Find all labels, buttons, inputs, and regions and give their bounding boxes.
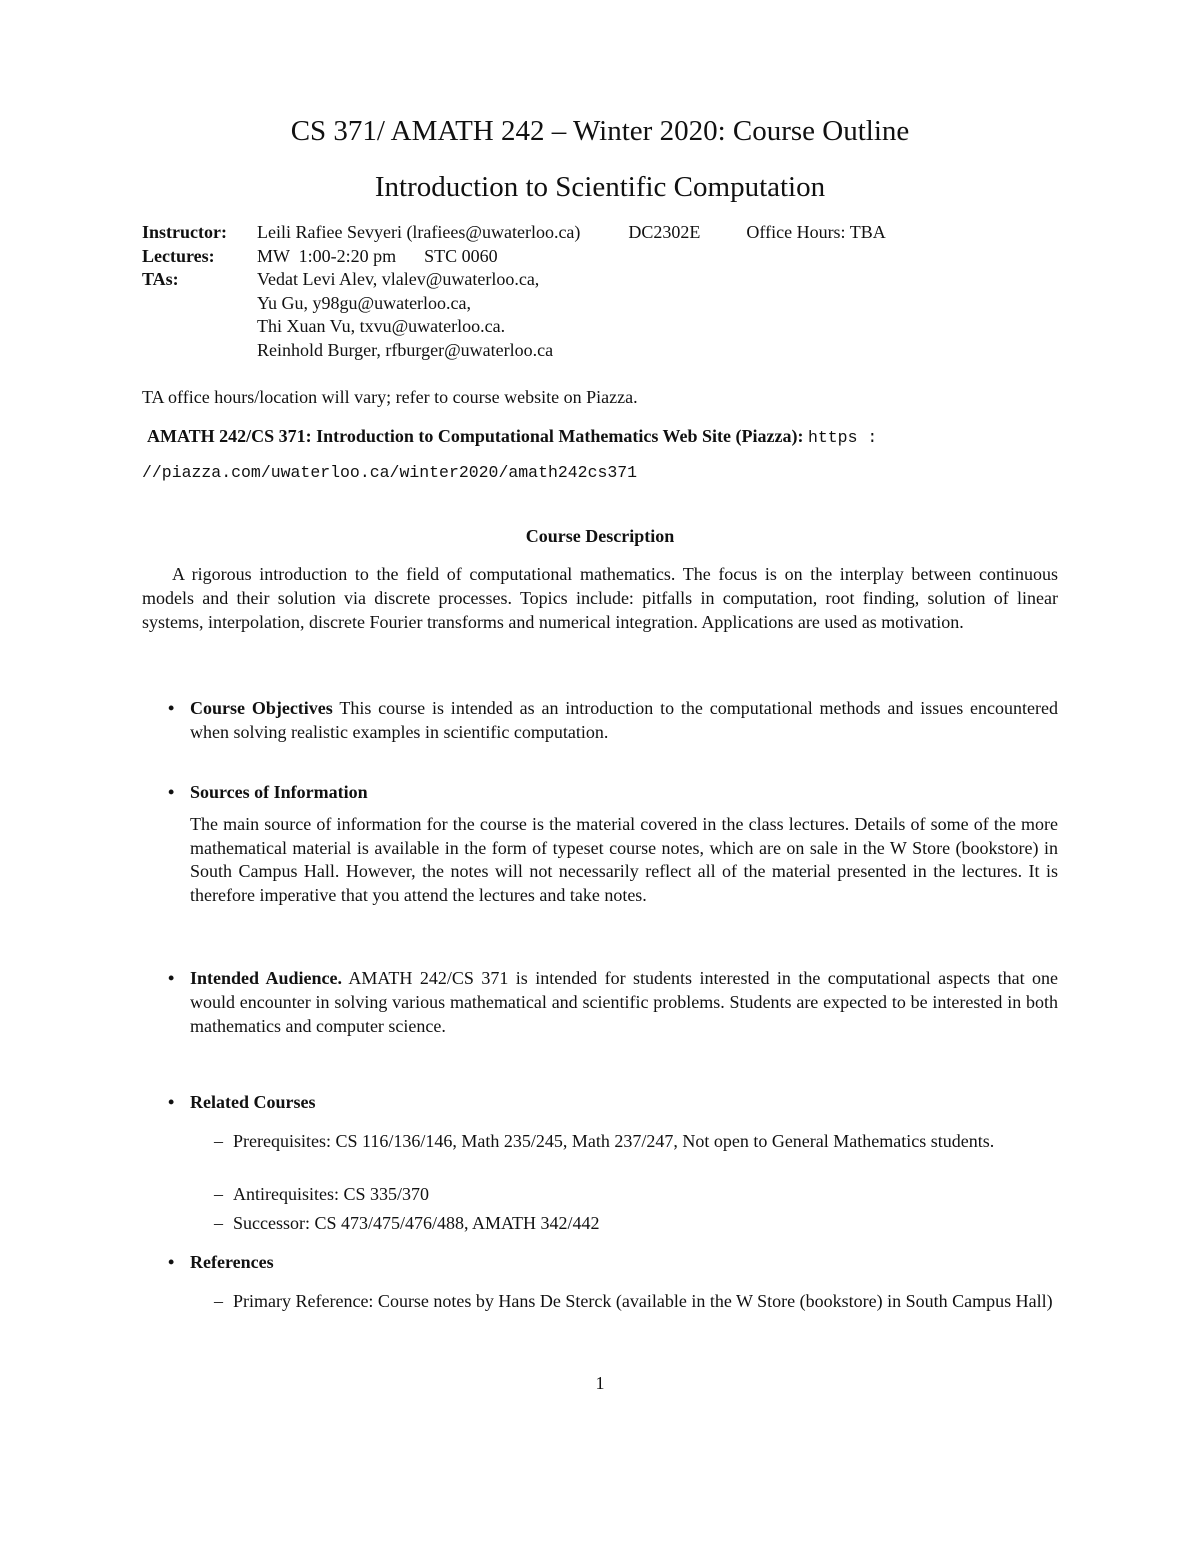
prerequisites-item <box>214 1130 1059 1154</box>
bullet-symbol: • <box>168 1092 175 1112</box>
website-line <box>147 424 877 450</box>
sources-label: Sources of Information <box>190 782 368 802</box>
ta-entry: Yu Gu, y98gu@uwaterloo.ca, <box>257 292 472 313</box>
tas-row <box>142 268 886 292</box>
references-bullet <box>168 1251 1058 1275</box>
website-link[interactable]: //piazza.com/uwaterloo.ca/winter2020/amath242cs371 <box>142 463 638 482</box>
ta-entry: Thi Xuan Vu, txvu@uwaterloo.ca. <box>257 316 506 337</box>
page-title: CS 371/ AMATH 242 – Winter 2020: Course Outline <box>290 115 910 147</box>
related-courses-bullet <box>168 1091 1058 1115</box>
related-courses-label: Related Courses <box>190 1092 316 1112</box>
ta-entry: Reinhold Burger, rfburger@uwaterloo.ca <box>257 339 554 360</box>
dash-symbol: – <box>214 1131 223 1151</box>
ta-office-note: TA office hours/location will vary; refer to course website on Piazza. <box>142 387 638 407</box>
primary-reference-text: Primary Reference: Course notes by Hans De Sterck (available in the W Store (bookstore) in South Campus Hall) <box>233 1291 1053 1311</box>
dash-symbol: – <box>214 1213 223 1233</box>
lectures-row <box>142 245 886 269</box>
instructor-value: Leili Rafiee Sevyeri (lrafiees@uwaterloo.ca) <box>257 222 581 242</box>
antirequisites-item <box>214 1183 1059 1207</box>
lectures-room: STC 0060 <box>424 245 498 266</box>
page-number: 1 <box>595 1373 605 1393</box>
tas-row <box>142 339 886 363</box>
successor-item <box>214 1212 1059 1236</box>
course-description-heading: Course Description <box>525 526 675 546</box>
bullet-symbol: • <box>168 1252 175 1272</box>
sources-text: The main source of information for the course is the material covered in the class lectures. Details of some of the more mathematical material is available in the form of typeset course notes, which are on sale in the W Store (bookstore) in South Campus Hall. However, the notes will not necessarily reflect all of the material presented in the lectures. It is therefore imperative that you attend the lectures and take notes. <box>190 813 1058 906</box>
bullet-symbol: • <box>168 968 175 988</box>
lectures-label: Lectures: <box>142 245 215 266</box>
ta-entry: Vedat Levi Alev, vlalev@uwaterloo.ca, <box>257 269 540 290</box>
page-subtitle: Introduction to Scientific Computation <box>374 171 826 203</box>
instructor-label: Instructor: <box>142 222 227 242</box>
objectives-bullet <box>168 697 1058 745</box>
tas-row <box>142 315 886 339</box>
course-description-text: A rigorous introduction to the field of computational mathematics. The focus is on the interplay between continuous models and their solution via discrete processes. Topics include: pitfalls in computation, root finding, solution of linear systems, interpolation, discrete Fourier transforms and numerical integration. Applications are used as motivation. <box>142 564 1058 632</box>
audience-label: Intended Audience. <box>190 968 342 988</box>
website-label: AMATH 242/CS 371: Introduction to Computational Mathematics Web Site (Piazza): <box>147 426 804 446</box>
objectives-text: This course is intended as an introduction to the computational methods and issues encountered when solving realistic examples in scientific computation. <box>190 698 1059 742</box>
tas-row <box>142 292 886 316</box>
audience-bullet <box>168 967 1058 1038</box>
website-line-continued <box>142 459 637 485</box>
bullet-symbol: • <box>168 782 175 802</box>
prerequisites-text: Prerequisites: CS 116/136/146, Math 235/245, Math 237/247, Not open to General Mathematics students. <box>233 1131 995 1151</box>
sources-bullet <box>168 781 1058 908</box>
instructor-hours: Office Hours: TBA <box>746 222 886 242</box>
instructor-office: DC2302E <box>628 222 701 242</box>
instructor-row <box>142 221 886 245</box>
successor-text: Successor: CS 473/475/476/488, AMATH 342/442 <box>233 1213 600 1233</box>
dash-symbol: – <box>214 1184 223 1204</box>
objectives-label: Course Objectives <box>190 698 333 718</box>
bullet-symbol: • <box>168 698 175 718</box>
primary-reference-item <box>214 1290 1059 1314</box>
course-info-table <box>142 221 886 363</box>
references-label: References <box>190 1252 274 1272</box>
lectures-time: MW 1:00-2:20 pm <box>257 245 397 266</box>
website-link[interactable]: https : <box>807 428 878 447</box>
dash-symbol: – <box>214 1291 223 1311</box>
tas-label: TAs: <box>142 269 179 290</box>
antirequisites-text: Antirequisites: CS 335/370 <box>233 1184 430 1204</box>
audience-text: AMATH 242/CS 371 is intended for students interested in the computational aspects that one would encounter in solving various mathematical and scientific problems. Students are expected to be interested in both mathematics and computer science. <box>190 968 1058 1036</box>
